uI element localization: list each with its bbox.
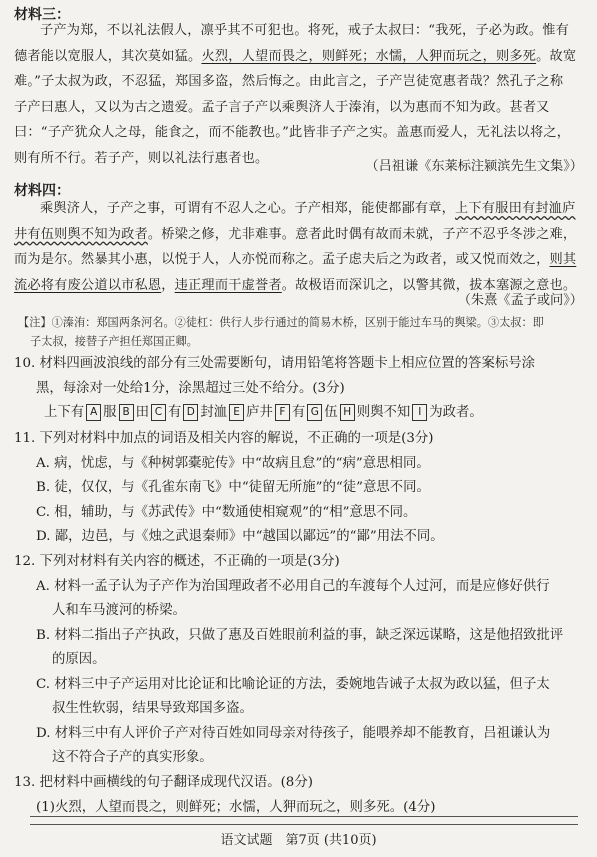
- question-13: 13. 把材料中画横线的句子翻译成现代汉语。(8分) (1)火烈，人望而畏之，则鲜死；水懦，人狎而玩之，则多死。(4分): [14, 771, 584, 820]
- material3-line: 子产曰惠人，又以为古之遗爱。孟子言子产以乘舆济人于溱洧，以为惠而不知为政。甚者又: [14, 99, 550, 115]
- material3-line: 子产为郑，不以礼法假人，凛乎其不可犯也。将死，戒子太叔曰：“我死，子必为政。惟有: [40, 23, 570, 38]
- material4-line: 而为是尔。然暴其小惠，以悦于人，人亦悦而称之。孟子虑夫后之为政者，或又悦而效之，则其: [14, 252, 577, 267]
- question-10: 10. 材料四画波浪线的部分有三处需要断句，请用铅笔将答题卡上相应位置的答案标号涂 黑，每涂对一处给1分，涂黑超过三处不给分。(3分) 上下有 A 服 B 田 C 有 D 封洫 E 庐井 F 有 G 伍 H 则舆不知 I 为政者。: [14, 352, 584, 426]
- option-box[interactable]: D: [183, 404, 198, 421]
- translation-underline: 流必将有废公道以市私恩: [14, 277, 162, 293]
- option-a: A. 材料一孟子认为子产作为治国理政者不必用自己的车渡每个人过河，而是应修好供行: [36, 578, 550, 594]
- translation-underline: 违正理而干虚誉者: [174, 277, 282, 293]
- material4-line: 井有伍则舆不知为政者。桥梁之修，尤非难事。意者此时偶有故而未就，子产不忍乎冬涉之难，: [14, 226, 577, 242]
- translation-underline: 火烈，人望而畏之，则鲜死；水懦，人狎而玩之，则多死: [201, 48, 537, 64]
- option-box[interactable]: G: [307, 404, 322, 421]
- answer-line[interactable]: [30, 824, 578, 825]
- material4-text: [14, 196, 588, 298]
- option-box[interactable]: I: [412, 404, 427, 421]
- wavy-underline: 上下有服田有封洫庐: [455, 201, 576, 216]
- option-c: C. 材料三中子产运用对比论证和比喻论证的方法，委婉地告诫子太叔为政以猛，但子太: [36, 676, 550, 692]
- option-box[interactable]: F: [275, 404, 290, 421]
- material4-heading: 材料四：: [14, 183, 70, 199]
- material4-line: 流必将有废公道以市私恩，违正理而干虚誉者。故极语而深讥之，以警其微，拔本塞源之意也。: [14, 277, 577, 293]
- material4-source: （朱熹《孟子或问》）: [457, 293, 583, 308]
- material3-line: 德者能以宽服人，其次莫如猛。火烈，人望而畏之，则鲜死；水懦，人狎而玩之，则多死。故宽: [14, 48, 577, 64]
- material3-heading: 材料三：: [14, 7, 70, 23]
- material3-line: 难。”子太叔为政，不忍猛，郑国多盗，然后悔之。由此言之，子产岂徒宽惠者哉？然孔子之称: [14, 74, 564, 89]
- material3-text: [14, 18, 588, 171]
- wavy-underline: 井有伍则舆不知为政者: [14, 226, 148, 242]
- option-box[interactable]: H: [340, 404, 355, 421]
- option-d: D. 材料三中有人评价子产对待百姓如同母亲对待孩子，能喂养却不能教育，吕祖谦认为: [36, 725, 551, 741]
- material3-line: 则有所不行。若子产，则以礼法行惠者也。: [14, 150, 269, 166]
- sub-question-1: (1)火烈，人望而畏之，则鲜死；水懦，人狎而玩之，则多死。(4分): [36, 799, 436, 815]
- question-11: 11. 下列对材料中加点的词语及相关内容的解说，不正确的一项是(3分) A. 病，忧虑，与《种树郭橐驼传》中“故病且怠”的“病”意思相同。 B. 徒，仅仅，与《孔雀东南飞》中“徒留无所施”的“徒”意思不同。 C. 相，辅助，与《苏武传》中“数通使相窥观”的“相”意思不同。 D. 鄙，边邑，与《烛之武退秦师》中“越国以鄙远”的“鄙”用法不同。: [14, 427, 584, 550]
- option-box[interactable]: C: [151, 404, 166, 421]
- option-box[interactable]: E: [229, 404, 244, 421]
- material3-source: （吕祖谦《东莱标注颍滨先生文集》）: [365, 159, 583, 174]
- option-a: A. 病，忧虑，与《种树郭橐驼传》中“故病且怠”的“病”意思相同。: [36, 455, 430, 471]
- answer-options-row: 上下有 A 服 B 田 C 有 D 封洫 E 庐井 F 有 G 伍 H 则舆不知 I 为政者。: [44, 405, 483, 420]
- material4-line: 乘舆济人，子产之事，可谓有不忍人之心。子产相郑，能使都鄙有章，上下有服田有封洫庐: [40, 201, 576, 216]
- question-12: 12. 下列对材料有关内容的概述，不正确的一项是(3分) A. 材料一孟子认为子产作为治国理政者不必用自己的车渡每个人过河，而是应修好供行 人和车马渡河的桥梁。 B. 材料二指出子产执政，只做了惠及百姓眼前利益的事，缺乏深远谋略，这是他招致批评 的原因。 C. 材料三中子产运用对比论证和比喻论证的方法，委婉地告诫子太叔为政以猛，但子太 叔生性软弱，结果导致郑国多盗。 D. 材料三中有人评价子产对待百姓如同母亲对待孩子，能喂养却不能教育，吕祖谦认为 这不符合子产的真实形象。: [14, 550, 584, 771]
- option-d: D. 鄙，边邑，与《烛之武退秦师》中“越国以鄙远”的“鄙”用法不同。: [36, 529, 444, 544]
- option-b: B. 材料二指出子产执政，只做了惠及百姓眼前利益的事，缺乏深远谋略，这是他招致批评: [36, 627, 564, 643]
- answer-line[interactable]: [30, 816, 578, 817]
- page-footer: 语文试题 第7页 (共10页): [220, 833, 377, 848]
- option-box[interactable]: A: [86, 404, 101, 421]
- option-c: C. 相，辅助，与《苏武传》中“数通使相窥观”的“相”意思不同。: [36, 504, 417, 520]
- annotation-note: 【注】①溱洧：郑国两条河名。②徒杠：供行人步行通过的简易木桥，区别于能过车马的舆梁。③太叔：即 子太叔，接替子产担任郑国正卿。: [18, 316, 544, 348]
- translation-underline: 则其: [549, 252, 577, 267]
- option-box[interactable]: B: [119, 404, 134, 421]
- material3-line: 曰：“子产犹众人之母，能食之，而不能教也。”此皆非子产之实。盖惠而爱人，无礼法以将之，: [14, 125, 571, 140]
- option-b: B. 徒，仅仅，与《孔雀东南飞》中“徒留无所施”的“徒”意思不同。: [36, 480, 430, 495]
